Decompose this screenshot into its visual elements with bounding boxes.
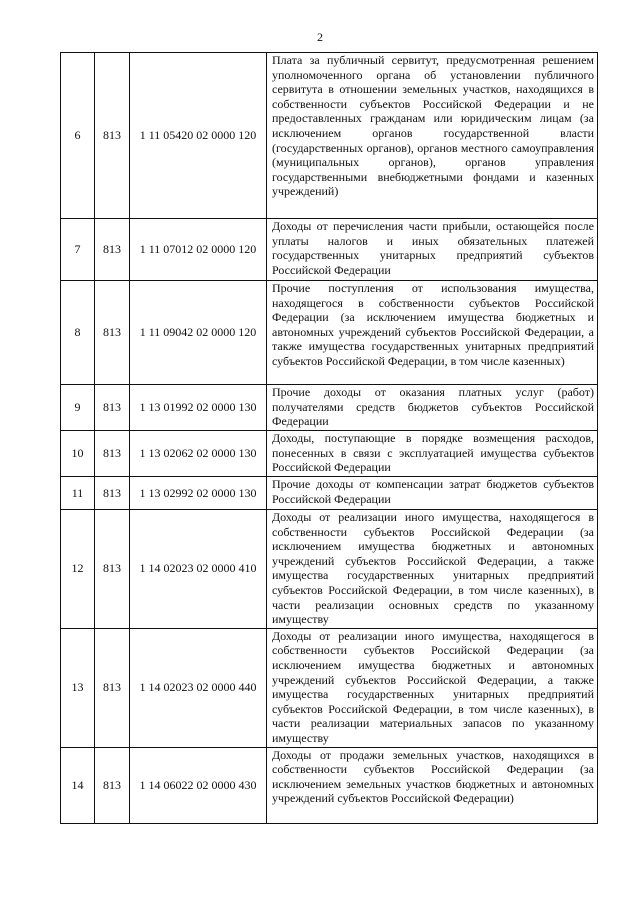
table-row bbox=[61, 628, 598, 747]
table-row bbox=[61, 219, 598, 281]
revenue-description: Прочие поступления от использования имущества, находящегося в собственности субъектов Российской Федерации (за исключением имущества бюджетных и автономных учреждений субъектов Российской Федерации, а также имущества государственных унитарных предприятий субъектов Российской Федерации, в том числе казенных) bbox=[267, 281, 598, 385]
table-row bbox=[61, 747, 598, 823]
row-number: 9 bbox=[61, 385, 95, 431]
admin-code: 813 bbox=[95, 53, 130, 219]
revenue-description: Доходы от реализации иного имущества, находящегося в собственности субъектов Российской Федерации (за исключением имущества бюджетных и автономных учреждений субъектов Российской Федерации, а также имущества государственных унитарных предприятий субъектов Российской Федерации, в том числе казенных), в части реализации основных средств по указанному имуществу bbox=[267, 510, 598, 629]
revenue-codes-table bbox=[60, 52, 598, 824]
revenue-description: Прочие доходы от компенсации затрат бюджетов субъектов Российской Федерации bbox=[267, 477, 598, 510]
row-number: 10 bbox=[61, 431, 95, 477]
revenue-description: Доходы, поступающие в порядке возмещения расходов, понесенных в связи с эксплуатацией имущества субъектов Российской Федерации bbox=[267, 431, 598, 477]
table-row bbox=[61, 431, 598, 477]
row-number: 11 bbox=[61, 477, 95, 510]
row-number: 7 bbox=[61, 219, 95, 281]
budget-classification-code: 1 11 09042 02 0000 120 bbox=[130, 281, 267, 385]
admin-code: 813 bbox=[95, 477, 130, 510]
table-row bbox=[61, 385, 598, 431]
admin-code: 813 bbox=[95, 510, 130, 629]
admin-code: 813 bbox=[95, 281, 130, 385]
row-number: 14 bbox=[61, 747, 95, 823]
row-number: 12 bbox=[61, 510, 95, 629]
row-number: 13 bbox=[61, 628, 95, 747]
table-row bbox=[61, 510, 598, 629]
row-number: 8 bbox=[61, 281, 95, 385]
budget-classification-code: 1 11 05420 02 0000 120 bbox=[130, 53, 267, 219]
admin-code: 813 bbox=[95, 747, 130, 823]
revenue-description: Доходы от реализации иного имущества, находящегося в собственности субъектов Российской Федерации (за исключением имущества бюджетных и автономных учреждений субъектов Российской Федерации, а также имущества государственных унитарных предприятий субъектов Российской Федерации, в том числе казенных), в части реализации материальных запасов по указанному имуществу bbox=[267, 628, 598, 747]
budget-classification-code: 1 14 02023 02 0000 440 bbox=[130, 628, 267, 747]
budget-classification-code: 1 13 02062 02 0000 130 bbox=[130, 431, 267, 477]
revenue-description: Прочие доходы от оказания платных услуг (работ) получателями средств бюджетов субъектов Российской Федерации bbox=[267, 385, 598, 431]
admin-code: 813 bbox=[95, 385, 130, 431]
budget-classification-code: 1 11 07012 02 0000 120 bbox=[130, 219, 267, 281]
admin-code: 813 bbox=[95, 628, 130, 747]
table-row bbox=[61, 53, 598, 219]
budget-classification-code: 1 13 01992 02 0000 130 bbox=[130, 385, 267, 431]
budget-classification-code: 1 14 02023 02 0000 410 bbox=[130, 510, 267, 629]
revenue-description: Плата за публичный сервитут, предусмотренная решением уполномоченного органа об установлении публичного сервитута в отношении земельных участков, находящихся в собственности субъектов Российской Федерации и не предоставленных гражданам или юридическим лицам (за исключением органов государственной власти (государственных органов), органов местного самоуправления (муниципальных органов), органов управления государственными внебюджетными фондами и казенных учреждений) bbox=[267, 53, 598, 219]
table-row bbox=[61, 477, 598, 510]
row-number: 6 bbox=[61, 53, 95, 219]
table-row bbox=[61, 281, 598, 385]
revenue-description: Доходы от перечисления части прибыли, остающейся после уплаты налогов и иных обязательных платежей государственных унитарных предприятий субъектов Российской Федерации bbox=[267, 219, 598, 281]
budget-classification-code: 1 13 02992 02 0000 130 bbox=[130, 477, 267, 510]
admin-code: 813 bbox=[95, 431, 130, 477]
page-number: 2 bbox=[317, 30, 323, 44]
revenue-description: Доходы от продажи земельных участков, находящихся в собственности субъектов Российской Федерации (за исключением земельных участков бюджетных и автономных учреждений субъектов Российской Федерации) bbox=[267, 747, 598, 823]
admin-code: 813 bbox=[95, 219, 130, 281]
budget-classification-code: 1 14 06022 02 0000 430 bbox=[130, 747, 267, 823]
